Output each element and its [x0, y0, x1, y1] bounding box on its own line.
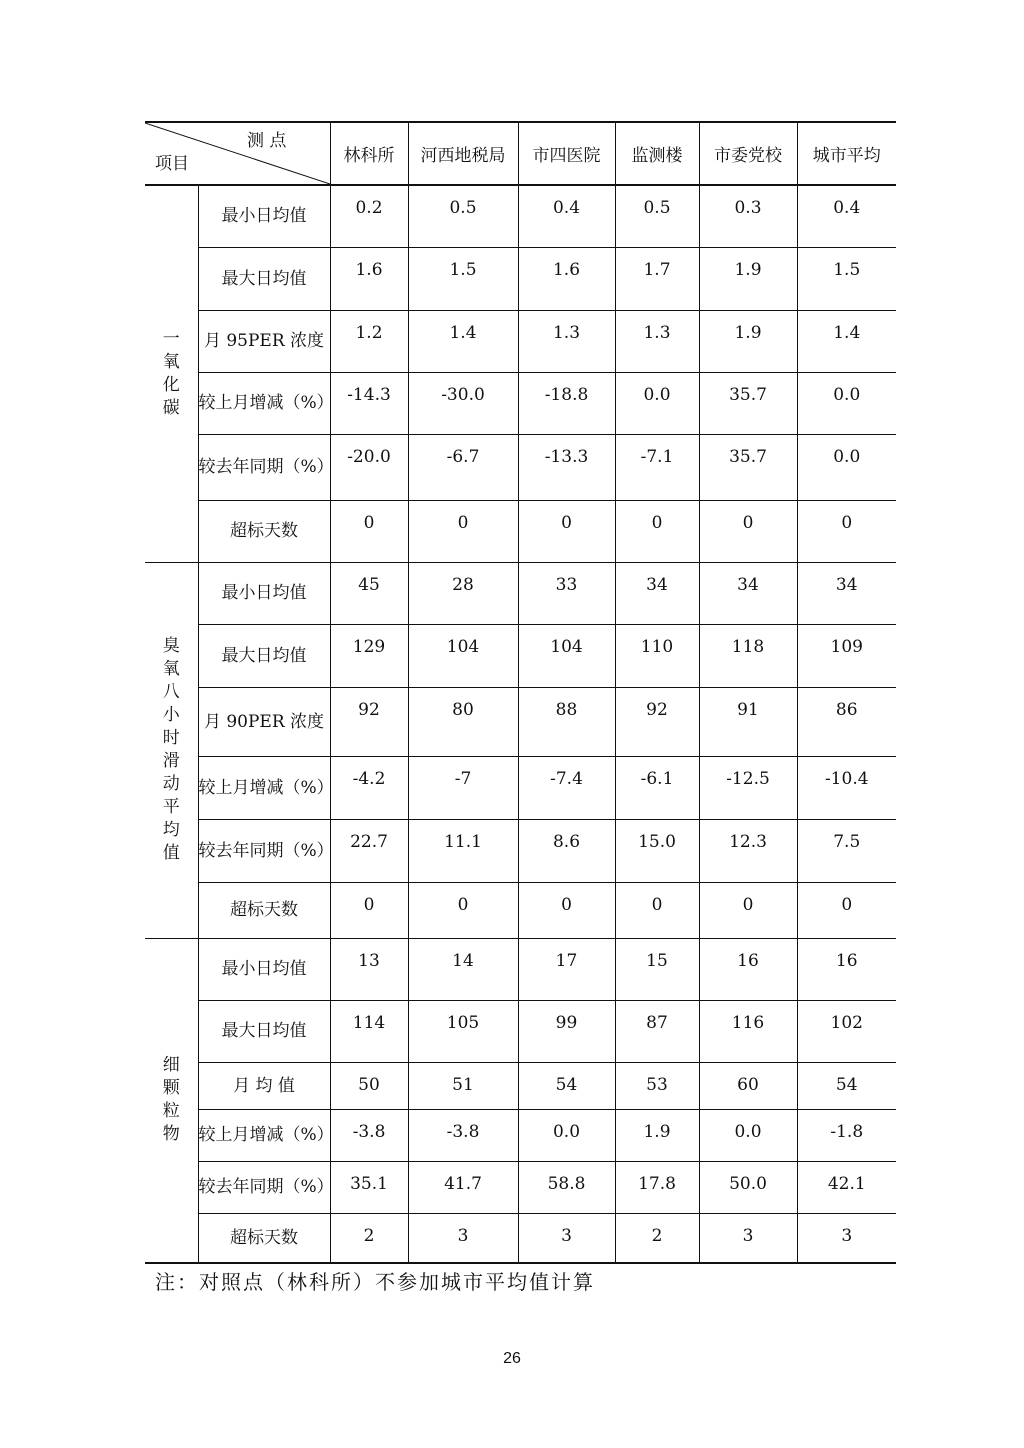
table-cell: 50.0	[699, 1161, 797, 1213]
table-cell: 1.6	[330, 247, 408, 310]
table-row	[145, 938, 896, 1000]
table-cell: 45	[330, 562, 408, 624]
table-cell: 35.7	[699, 434, 797, 500]
table-cell: 17.8	[615, 1161, 699, 1213]
row-label: 月 95PER 浓度	[198, 310, 330, 372]
table-cell: 1.2	[330, 310, 408, 372]
table-cell: 1.5	[797, 247, 896, 310]
table-cell: 0	[330, 500, 408, 562]
table-cell: 88	[518, 687, 615, 756]
table-cell: -18.8	[518, 372, 615, 434]
table-cell: 35.7	[699, 372, 797, 434]
table-cell: -4.2	[330, 756, 408, 819]
column-header: 监测楼	[615, 122, 699, 185]
corner-bottom-label: 项目	[155, 154, 189, 174]
table-cell: 0	[699, 882, 797, 938]
table-row	[145, 1213, 896, 1263]
table-row	[145, 1109, 896, 1161]
table-cell: 0	[797, 500, 896, 562]
table-cell: 54	[518, 1062, 615, 1109]
table-cell: 2	[615, 1213, 699, 1263]
table-cell: 1.9	[615, 1109, 699, 1161]
corner-header	[145, 122, 330, 185]
table-cell: 34	[797, 562, 896, 624]
table-cell: 0.2	[330, 185, 408, 247]
table-cell: 0.0	[797, 434, 896, 500]
table-cell: -6.1	[615, 756, 699, 819]
row-label: 超标天数	[198, 882, 330, 938]
row-label: 月 90PER 浓度	[198, 687, 330, 756]
row-label: 较上月增减（%）	[198, 372, 330, 434]
table-cell: 1.9	[699, 310, 797, 372]
row-label: 超标天数	[198, 500, 330, 562]
row-label: 较去年同期（%）	[198, 1161, 330, 1213]
table-cell: 116	[699, 1000, 797, 1062]
data-table	[145, 121, 896, 1264]
table-row	[145, 372, 896, 434]
table-cell: 104	[518, 624, 615, 687]
table-cell: 8.6	[518, 819, 615, 882]
table-cell: 14	[408, 938, 518, 1000]
table-cell: -20.0	[330, 434, 408, 500]
table-cell: 1.3	[615, 310, 699, 372]
row-label: 较去年同期（%）	[198, 434, 330, 500]
table-cell: 1.4	[408, 310, 518, 372]
table-cell: 51	[408, 1062, 518, 1109]
table-cell: 0	[699, 500, 797, 562]
table-row	[145, 882, 896, 938]
table-row	[145, 500, 896, 562]
table-cell: 80	[408, 687, 518, 756]
table-cell: 34	[615, 562, 699, 624]
table-cell: 109	[797, 624, 896, 687]
table-cell: 118	[699, 624, 797, 687]
table-cell: 0.5	[615, 185, 699, 247]
row-label: 最小日均值	[198, 185, 330, 247]
table-cell: -10.4	[797, 756, 896, 819]
table-cell: 0.0	[615, 372, 699, 434]
table-cell: -3.8	[330, 1109, 408, 1161]
table-cell: 3	[797, 1213, 896, 1263]
table-row	[145, 434, 896, 500]
table-cell: 0.3	[699, 185, 797, 247]
table-cell: 1.7	[615, 247, 699, 310]
table-cell: 17	[518, 938, 615, 1000]
table-cell: 0	[518, 882, 615, 938]
table-cell: 92	[615, 687, 699, 756]
table-row	[145, 819, 896, 882]
row-label: 最大日均值	[198, 247, 330, 310]
table-cell: 0	[615, 500, 699, 562]
table-cell: 53	[615, 1062, 699, 1109]
header-row	[145, 122, 896, 185]
table-cell: 110	[615, 624, 699, 687]
table-cell: 42.1	[797, 1161, 896, 1213]
table-cell: 129	[330, 624, 408, 687]
group-label-text: 臭氧八小时滑动平均值	[162, 636, 180, 863]
table-cell: 1.4	[797, 310, 896, 372]
table-cell: 1.5	[408, 247, 518, 310]
table-cell: 35.1	[330, 1161, 408, 1213]
table-cell: 3	[699, 1213, 797, 1263]
row-label: 最小日均值	[198, 938, 330, 1000]
column-header: 市四医院	[518, 122, 615, 185]
table-cell: 2	[330, 1213, 408, 1263]
column-header: 林科所	[330, 122, 408, 185]
column-header: 城市平均	[797, 122, 896, 185]
table-cell: 0	[615, 882, 699, 938]
row-label: 较上月增减（%）	[198, 1109, 330, 1161]
table-cell: 7.5	[797, 819, 896, 882]
row-label: 较上月增减（%）	[198, 756, 330, 819]
table-row	[145, 310, 896, 372]
table-cell: 60	[699, 1062, 797, 1109]
table-row	[145, 687, 896, 756]
table-cell: -7	[408, 756, 518, 819]
table-cell: 34	[699, 562, 797, 624]
group-label	[145, 185, 198, 562]
table-cell: 22.7	[330, 819, 408, 882]
table-cell: -3.8	[408, 1109, 518, 1161]
table-cell: 28	[408, 562, 518, 624]
group-label-text: 细颗粒物	[162, 1055, 180, 1145]
table-row	[145, 247, 896, 310]
table-cell: 105	[408, 1000, 518, 1062]
table-cell: 0.4	[797, 185, 896, 247]
table-cell: 102	[797, 1000, 896, 1062]
table-cell: 1.9	[699, 247, 797, 310]
table-cell: 15	[615, 938, 699, 1000]
row-label: 最大日均值	[198, 1000, 330, 1062]
table-cell: 92	[330, 687, 408, 756]
table-cell: 1.3	[518, 310, 615, 372]
table-row	[145, 1062, 896, 1109]
column-header: 河西地税局	[408, 122, 518, 185]
table-cell: 3	[408, 1213, 518, 1263]
table-cell: -6.7	[408, 434, 518, 500]
table-cell: 0.5	[408, 185, 518, 247]
row-label: 最大日均值	[198, 624, 330, 687]
table-cell: 13	[330, 938, 408, 1000]
table-cell: 0.0	[797, 372, 896, 434]
corner-top-label: 测 点	[247, 131, 287, 151]
footnote: 注：对照点（林科所）不参加城市平均值计算	[155, 1270, 595, 1294]
table-cell: 12.3	[699, 819, 797, 882]
table-row	[145, 185, 896, 247]
table-cell: -7.1	[615, 434, 699, 500]
group-label	[145, 938, 198, 1263]
table-cell: 104	[408, 624, 518, 687]
table-cell: 0	[408, 882, 518, 938]
column-header: 市委党校	[699, 122, 797, 185]
table-cell: 114	[330, 1000, 408, 1062]
table-cell: 16	[797, 938, 896, 1000]
table-cell: 58.8	[518, 1161, 615, 1213]
table-row	[145, 624, 896, 687]
table-cell: -12.5	[699, 756, 797, 819]
table-cell: -30.0	[408, 372, 518, 434]
table-cell: 0	[330, 882, 408, 938]
group-label-text: 一氧化碳	[162, 328, 180, 418]
row-label: 最小日均值	[198, 562, 330, 624]
table-row	[145, 756, 896, 819]
table-cell: 91	[699, 687, 797, 756]
table-row	[145, 562, 896, 624]
table-cell: -13.3	[518, 434, 615, 500]
table-cell: 0	[518, 500, 615, 562]
group-label	[145, 562, 198, 938]
table-cell: 0	[797, 882, 896, 938]
table-cell: 0	[408, 500, 518, 562]
row-label: 较去年同期（%）	[198, 819, 330, 882]
row-label: 超标天数	[198, 1213, 330, 1263]
table-cell: -1.8	[797, 1109, 896, 1161]
table-cell: 15.0	[615, 819, 699, 882]
table-cell: 33	[518, 562, 615, 624]
table-cell: 41.7	[408, 1161, 518, 1213]
table-row	[145, 1000, 896, 1062]
table-cell: 16	[699, 938, 797, 1000]
table-cell: 99	[518, 1000, 615, 1062]
table-cell: 11.1	[408, 819, 518, 882]
table-cell: -14.3	[330, 372, 408, 434]
table-cell: 1.6	[518, 247, 615, 310]
table-cell: 0.0	[518, 1109, 615, 1161]
row-label: 月 均 值	[198, 1062, 330, 1109]
table-cell: 50	[330, 1062, 408, 1109]
table-cell: 54	[797, 1062, 896, 1109]
table-cell: 0.0	[699, 1109, 797, 1161]
table-cell: 0.4	[518, 185, 615, 247]
page-number: 26	[503, 1350, 521, 1367]
table-cell: 87	[615, 1000, 699, 1062]
table-cell: -7.4	[518, 756, 615, 819]
table-cell: 86	[797, 687, 896, 756]
table-row	[145, 1161, 896, 1213]
table-cell: 3	[518, 1213, 615, 1263]
